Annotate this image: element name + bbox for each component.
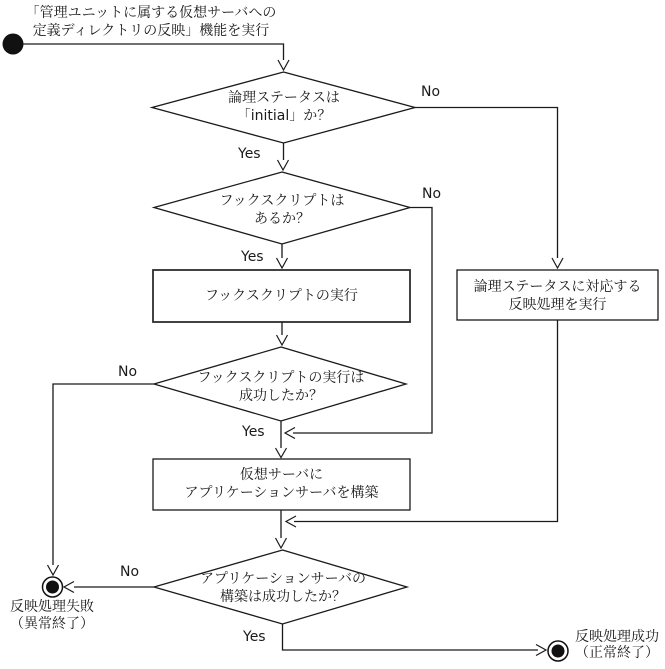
decision-build-success-text	[158, 570, 408, 606]
end-success-line1: 反映処理成功	[575, 629, 659, 645]
process-hook-run-label: フックスクリプトの実行	[205, 288, 358, 304]
process-build-appserver-line1: 仮想サーバに	[239, 467, 324, 483]
end-node-success	[548, 641, 568, 661]
decision-build-success-line1: アプリケーションサーバの	[200, 571, 366, 587]
process-hook-run-text	[153, 287, 410, 305]
branch-no-hook-success: No	[118, 364, 138, 380]
process-build-appserver-line2: アプリケーションサーバを構築	[184, 485, 379, 501]
process-reflect-status-line2: 反映処理を実行	[508, 297, 607, 313]
connector-hook-process-to-success-decision	[277, 322, 288, 345]
process-build-appserver-text	[153, 466, 410, 502]
start-annotation-line2: 定義ディレクトリの反映」機能を実行	[32, 23, 270, 39]
branch-yes-hook-success: Yes	[242, 424, 265, 440]
connector-build-no-to-end-fail	[64, 582, 154, 593]
end-fail-dot	[46, 581, 59, 594]
decision-hook-success-line2: 成功したか？	[239, 388, 323, 404]
connector-hook-fail-to-end-fail	[48, 384, 155, 575]
decision-hook-success-text	[156, 369, 406, 405]
decision-logical-status-text	[159, 89, 409, 125]
decision-hook-exists-line1: フックスクリプトは	[219, 193, 345, 209]
decision-hook-success-line1: フックスクリプトの実行は	[197, 370, 365, 386]
decision-build-success-line2: 構築は成功したか？	[220, 589, 346, 605]
decision-logical-status-line2: 「initial」か？	[236, 108, 332, 124]
connector-build-yes-to-end-success	[283, 624, 547, 656]
end-success-line2: （正常終了）	[575, 645, 659, 661]
end-fail-line2: （異常終了）	[10, 616, 94, 632]
decision-hook-exists-text	[157, 192, 407, 228]
start-annotation	[0, 4, 302, 40]
branch-yes-hook-exists: Yes	[241, 249, 264, 265]
decision-hook-exists-line2: あるか？	[254, 211, 310, 227]
branch-yes-build-success: Yes	[243, 629, 266, 645]
end-success-dot	[552, 645, 565, 658]
process-reflect-status-text	[457, 278, 658, 314]
connector-start-to-status-decision	[24, 44, 290, 70]
connector-hook-success-to-build-process	[276, 421, 287, 458]
branch-no-status: No	[421, 84, 441, 100]
connector-build-to-build-decision	[276, 510, 287, 548]
branch-no-build-success: No	[120, 564, 140, 580]
connector-hook-yes-to-hook-process	[277, 244, 288, 268]
decision-logical-status-line1: 論理ステータスは	[228, 90, 340, 106]
start-annotation-line1: 「管理ユニットに属する仮想サーバへの	[25, 5, 277, 21]
connector-status-yes-to-hook-decision	[278, 143, 289, 170]
end-fail-label	[10, 599, 94, 633]
end-node-fail	[43, 577, 63, 597]
end-fail-line1: 反映処理失敗	[10, 599, 94, 615]
branch-no-hook-exists: No	[422, 186, 442, 202]
end-success-label	[575, 629, 659, 661]
branch-yes-status: Yes	[238, 146, 261, 162]
process-reflect-status-line1: 論理ステータスに対応する	[473, 279, 642, 295]
